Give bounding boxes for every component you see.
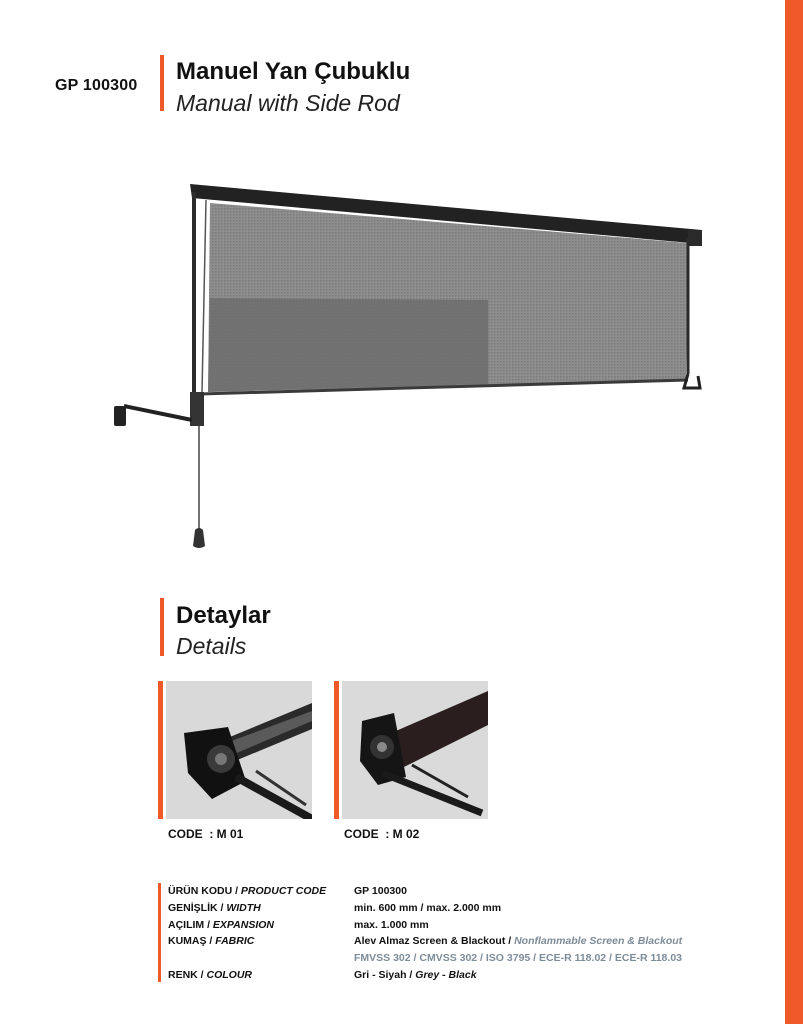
details-accent-bar xyxy=(160,598,164,656)
spec-label-product-code: ÜRÜN KODU / PRODUCT CODE xyxy=(168,885,327,897)
detail-image-m01 xyxy=(166,681,312,819)
spec-value-colour: Gri - Siyah / Grey - Black xyxy=(354,969,477,981)
spec-value-width: min. 600 mm / max. 2.000 mm xyxy=(354,902,502,914)
detail-1-accent xyxy=(158,681,163,819)
spec-value-product-code: GP 100300 xyxy=(354,885,407,897)
details-subtitle: Details xyxy=(176,633,247,659)
title-accent-bar xyxy=(160,55,164,111)
spec-label-colour: RENK / COLOUR xyxy=(168,969,253,981)
spec-value-fabric: Alev Almaz Screen & Blackout / Nonflammable Screen & Blackout xyxy=(354,935,683,947)
specs-accent-bar xyxy=(158,883,161,982)
spec-label-expansion: AÇILIM / EXPANSION xyxy=(168,919,274,931)
page-subtitle: Manual with Side Rod xyxy=(176,90,400,116)
spec-label-fabric: KUMAŞ / FABRIC xyxy=(168,935,255,947)
detail-image-m02 xyxy=(342,681,488,819)
detail-code-m01: CODE : M 01 xyxy=(168,827,244,841)
details-title: Detaylar xyxy=(176,602,271,629)
blackout-panel xyxy=(208,298,488,392)
cord-weight xyxy=(193,528,205,548)
spec-value-fabric-standards: FMVSS 302 / CMVSS 302 / ISO 3795 / ECE-R 118.02 / ECE-R 118.03 xyxy=(354,952,682,964)
product-image xyxy=(110,178,710,558)
detail-code-m02: CODE : M 02 xyxy=(344,827,420,841)
handle-arm xyxy=(124,406,192,420)
product-code: GP 100300 xyxy=(55,77,138,94)
spec-label-width: GENİŞLİK / WIDTH xyxy=(168,902,261,914)
orange-side-bar xyxy=(785,0,803,1024)
detail-2-accent xyxy=(334,681,339,819)
spec-value-expansion: max. 1.000 mm xyxy=(354,919,429,931)
page-title: Manuel Yan Çubuklu xyxy=(176,58,411,85)
